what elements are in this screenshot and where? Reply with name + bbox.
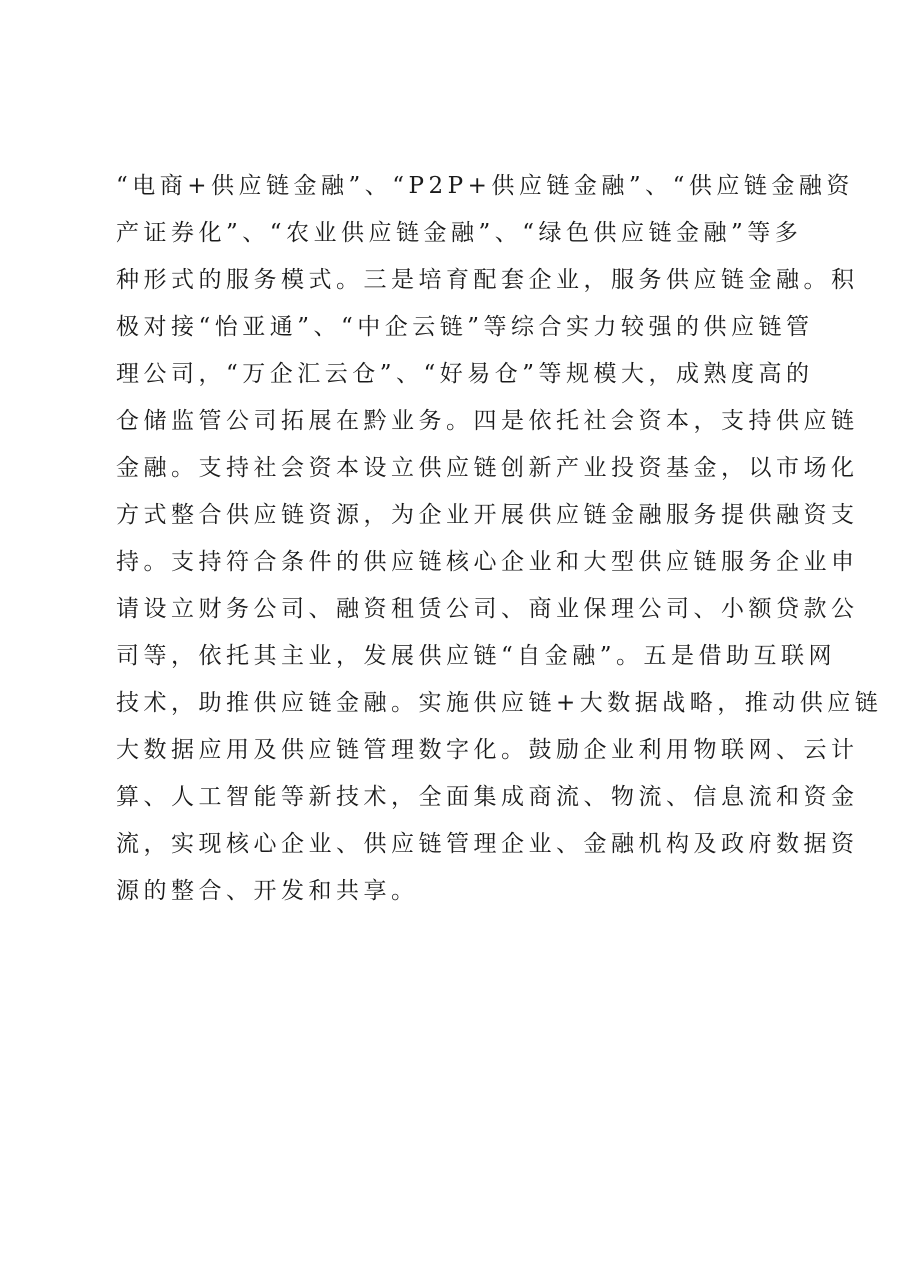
paragraph-line-14: 算、人工智能等新技术，全面集成商流、物流、信息流和资金: [116, 784, 859, 810]
paragraph-line-2: 产证券化”、“农业供应链金融”、“绿色供应链金融”等多: [116, 220, 803, 246]
paragraph-line-3: 种形式的服务模式。三是培育配套企业，服务供应链金融。积: [116, 267, 859, 293]
paragraph-line-4: 极对接“怡亚通”、“中企云链”等综合实力较强的供应链管: [116, 314, 814, 340]
paragraph-line-7: 金融。支持社会资本设立供应链创新产业投资基金，以市场化: [116, 455, 859, 481]
paragraph-line-9: 持。支持符合条件的供应链核心企业和大型供应链服务企业申: [116, 549, 859, 575]
paragraph-line-5: 理公司，“万企汇云仓”、“好易仓”等规模大，成熟度高的: [116, 361, 814, 387]
paragraph-line-13: 大数据应用及供应链管理数字化。鼓励企业利用物联网、云计: [116, 737, 859, 763]
paragraph-line-11: 司等，依托其主业，发展供应链“自金融”。五是借助互联网: [116, 643, 837, 669]
body-paragraph: [116, 163, 883, 915]
paragraph-line-1: “电商+供应链金融”、“P2P+供应链金融”、“供应链金融资: [116, 173, 854, 199]
paragraph-line-10: 请设立财务公司、融资租赁公司、商业保理公司、小额贷款公: [116, 596, 859, 622]
paragraph-line-8: 方式整合供应链资源，为企业开展供应链金融服务提供融资支: [116, 502, 859, 528]
paragraph-line-6: 仓储监管公司拓展在黔业务。四是依托社会资本，支持供应链: [116, 408, 859, 434]
paragraph-line-16: 源的整合、开发和共享。: [116, 878, 419, 904]
paragraph-line-12: 技术，助推供应链金融。实施供应链+大数据战略，推动供应链: [116, 690, 883, 716]
paragraph-line-15: 流，实现核心企业、供应链管理企业、金融机构及政府数据资: [116, 831, 859, 857]
